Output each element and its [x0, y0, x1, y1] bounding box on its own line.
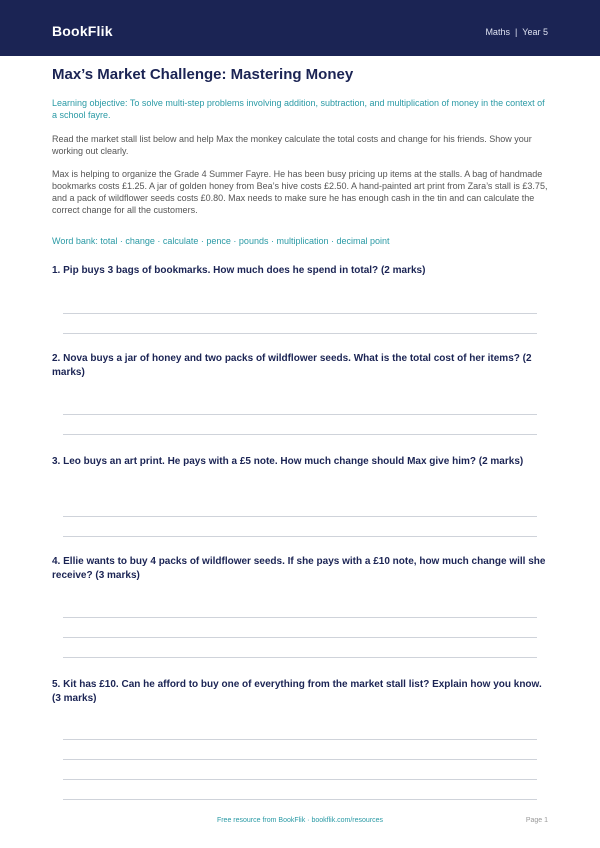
answer-line — [63, 617, 537, 618]
question-1: 1. Pip buys 3 bags of bookmarks. How much does he spend in total? (2 marks) — [52, 265, 426, 276]
learning-objective: Learning objective: To solve multi-step problems involving addition, subtraction, and multiplication of money in the context of a school fayre. — [52, 98, 545, 120]
page-title: Max’s Market Challenge: Mastering Money — [52, 66, 354, 83]
answer-line — [63, 637, 537, 638]
answer-line — [63, 333, 537, 334]
answer-line — [63, 516, 537, 517]
subject-label: Maths — [485, 27, 510, 37]
question-3: 3. Leo buys an art print. He pays with a £5 note. How much change should Max give him? (2 marks) — [52, 456, 524, 467]
answer-line — [63, 657, 537, 658]
answer-line — [63, 313, 537, 314]
question-4: 4. Ellie wants to buy 4 packs of wildflower seeds. If she pays with a £10 note, how much change will she receive? (3 marks) — [52, 556, 546, 581]
footer-text: Free resource from BookFlik · bookflik.com/resources — [216, 817, 384, 824]
answer-line — [63, 536, 537, 537]
brand-logo-text: BookFlik — [52, 23, 113, 39]
question-2: 2. Nova buys a jar of honey and two packs of wildflower seeds. What is the total cost of her items? (2 marks) — [52, 353, 532, 378]
intro-text: Read the market stall list below and help Max the monkey calculate the total costs and change for his friends. Show your working out clearly. — [52, 134, 532, 156]
meta-separator: | — [514, 27, 518, 37]
answer-line — [63, 414, 537, 415]
word-bank: Word bank: total · change · calculate · pence · pounds · multiplication · decimal point — [52, 236, 390, 246]
page-header — [0, 0, 600, 56]
answer-line — [63, 739, 537, 740]
question-5: 5. Kit has £10. Can he afford to buy one of everything from the market stall list? Explain how you know. (3 marks) — [52, 679, 542, 704]
answer-line — [63, 799, 537, 800]
answer-line — [63, 759, 537, 760]
answer-line — [63, 779, 537, 780]
page-number: Page 1 — [525, 817, 548, 824]
header-meta — [485, 27, 548, 37]
answer-line — [63, 434, 537, 435]
year-label: Year 5 — [522, 27, 548, 37]
story-text: Max is helping to organize the Grade 4 Summer Fayre. He has been busy pricing up items at the stalls. A bag of handmade bookmarks costs £1.25. A jar of golden honey from Bea’s hive costs £2.50. A hand-painted art print from Zara’s stall is £3.75, and a pack of wildflower seeds costs £0.80. Max needs to make sure he has enough cash in the tin and can calculate the correct change for all the customers. — [52, 169, 548, 215]
